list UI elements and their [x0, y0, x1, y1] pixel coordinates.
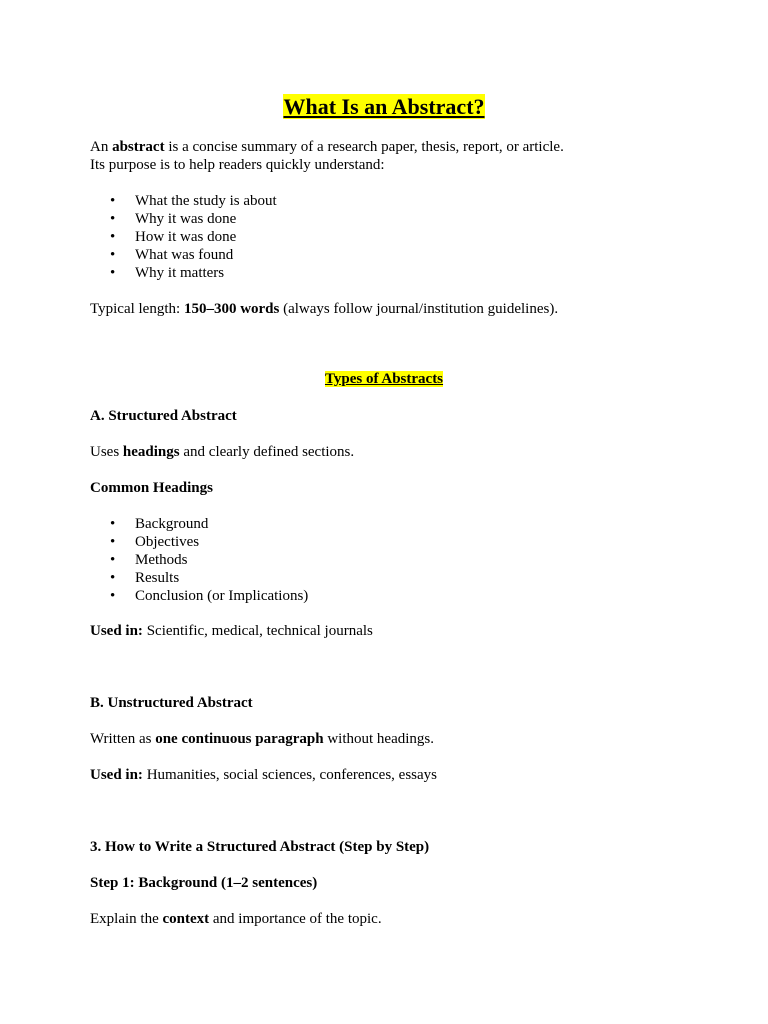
- list-item: • How it was done: [110, 229, 237, 245]
- unstructured-used-in: Used in: Humanities, social sciences, conferences, essays: [90, 767, 437, 783]
- bullet-icon: •: [110, 229, 116, 245]
- bullet-icon: •: [110, 211, 116, 227]
- structured-description: Uses headings and clearly defined sections.: [90, 444, 355, 460]
- step1-heading: Step 1: Background (1–2 sentences): [90, 875, 318, 891]
- types-heading: Types of Abstracts: [324, 371, 444, 387]
- list-item: • Background: [110, 516, 209, 532]
- list-item: • Conclusion (or Implications): [110, 588, 309, 604]
- unstructured-description: Written as one continuous paragraph without headings.: [90, 731, 434, 747]
- bullet-icon: •: [110, 516, 116, 532]
- typical-length-paragraph: Typical length: 150–300 words (always follow journal/institution guidelines).: [90, 301, 559, 317]
- list-item: • Objectives: [110, 534, 200, 550]
- step1-description: Explain the context and importance of the topic.: [90, 911, 382, 927]
- structured-heading: A. Structured Abstract: [90, 408, 237, 424]
- howto-heading: 3. How to Write a Structured Abstract (Step by Step): [90, 839, 430, 855]
- structured-used-in: Used in: Scientific, medical, technical journals: [90, 623, 373, 639]
- list-item: • Results: [110, 570, 180, 586]
- purpose-list: [90, 192, 277, 282]
- list-item: • What the study is about: [110, 193, 277, 209]
- bullet-icon: •: [110, 265, 116, 281]
- bullet-icon: •: [110, 552, 116, 568]
- list-item: • Why it matters: [110, 265, 225, 281]
- list-item: • What was found: [110, 247, 234, 263]
- document-title: What Is an Abstract?: [283, 94, 485, 119]
- common-headings-list: [90, 515, 308, 605]
- bullet-icon: •: [110, 193, 116, 209]
- bullet-icon: •: [110, 534, 116, 550]
- bullet-icon: •: [110, 570, 116, 586]
- common-headings-label: Common Headings: [90, 480, 213, 496]
- unstructured-heading: B. Unstructured Abstract: [90, 695, 253, 711]
- abstract-term: abstract: [112, 139, 165, 155]
- list-item: • Methods: [110, 552, 188, 568]
- bullet-icon: •: [110, 588, 116, 604]
- list-item: • Why it was done: [110, 211, 237, 227]
- intro-paragraph-line-2: Its purpose is to help readers quickly understand:: [90, 157, 385, 173]
- bullet-icon: •: [110, 247, 116, 263]
- intro-paragraph-line-1: An abstract is a concise summary of a research paper, thesis, report, or article.: [90, 139, 564, 155]
